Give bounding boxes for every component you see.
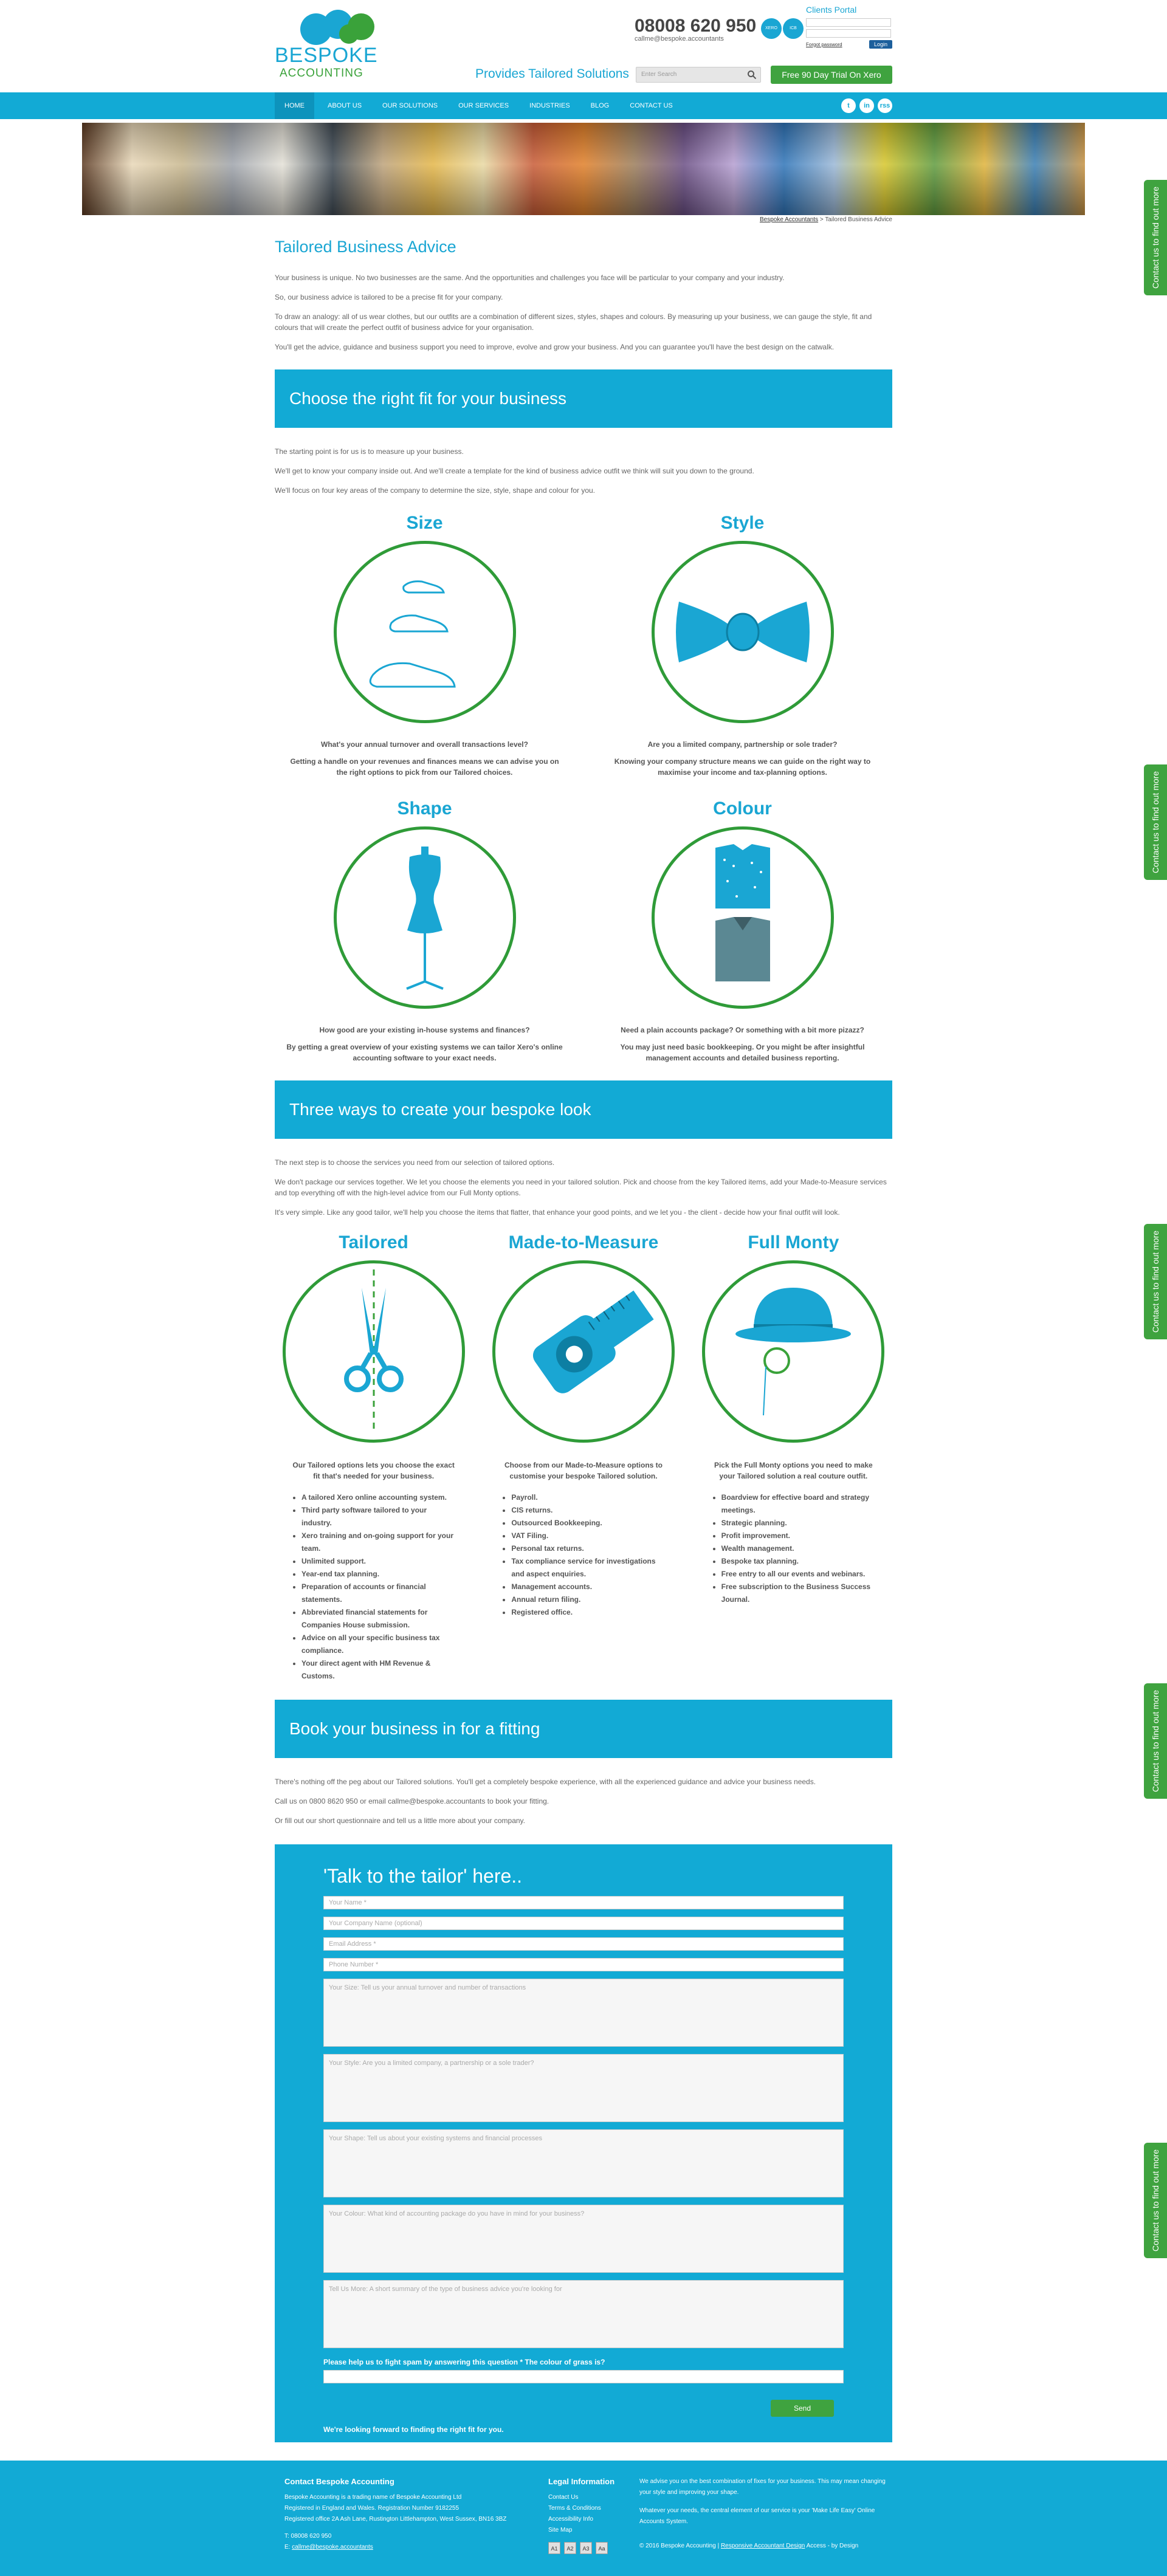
- way-intro: Choose from our Made-to-Measure options to customise your bespoke Tailored solution.: [504, 1461, 663, 1480]
- portal-title: Clients Portal: [806, 5, 857, 15]
- font-size-3-button[interactable]: A3: [580, 2542, 592, 2554]
- fit-question: Need a plain accounts package? Or something with a bit more pizazz?: [621, 1026, 864, 1034]
- bowler-hat-monocle-icon: [705, 1263, 881, 1440]
- fit-answer: Getting a handle on your revenues and finances means we can advise you on the right options to pick from our Tailored choices.: [290, 757, 559, 777]
- main-content: [275, 216, 892, 2442]
- clients-portal: [806, 5, 892, 49]
- colour-ring: [652, 826, 834, 1009]
- breadcrumb: Bespoke Accountants > Tailored Business Advice: [759, 216, 892, 223]
- footer-link-terms[interactable]: Terms & Conditions: [548, 2505, 601, 2512]
- fit-title: Size: [406, 513, 443, 533]
- measure-ring: [492, 1260, 675, 1443]
- fit-question: Are you a limited company, partnership or sole trader?: [647, 740, 838, 749]
- list-item: • CIS returns.: [511, 1504, 664, 1517]
- fit-size: [275, 513, 574, 778]
- forgot-password-link[interactable]: Forgot password: [806, 41, 842, 47]
- list-item: • Annual return filing.: [511, 1593, 664, 1606]
- way-intro: Our Tailored options lets you choose the exact fit that's needed for your business.: [292, 1461, 455, 1480]
- fit-style: [593, 513, 892, 778]
- fit-title: Colour: [713, 799, 772, 819]
- twitter-icon[interactable]: t: [841, 98, 856, 113]
- shirts-icon: [655, 829, 831, 1006]
- way-list: [721, 1491, 892, 1606]
- list-item: • Unlimited support.: [301, 1555, 454, 1568]
- list-item: • Tax compliance service for investigations and aspect enquiries.: [511, 1555, 664, 1581]
- fit-grid: [275, 513, 892, 1063]
- list-item: • Third party software tailored to your industry.: [301, 1504, 454, 1530]
- scissors-icon: [286, 1263, 462, 1440]
- contact-side-tab[interactable]: Contact us to find out more: [1144, 764, 1167, 880]
- list-item: • Preparation of accounts or financial statements.: [301, 1581, 454, 1606]
- form-title: 'Talk to the tailor' here..: [323, 1865, 523, 1887]
- footer-link-contact[interactable]: Contact Us: [548, 2494, 579, 2501]
- list-item: • Profit improvement.: [721, 1530, 874, 1542]
- fit-shape: [275, 799, 574, 1063]
- intro-paragraph: You'll get the advice, guidance and business support you need to improve, evolve and grow your business. And you can guarantee you'll have the best design on the catwalk.: [275, 343, 835, 351]
- social-links: [841, 98, 892, 113]
- logo[interactable]: [275, 9, 390, 79]
- size-textarea[interactable]: Your Size: Tell us your annual turnover and number of transactions: [323, 1979, 844, 2047]
- list-item: • Boardview for effective board and strategy meetings.: [721, 1491, 874, 1517]
- phone-number[interactable]: 08008 620 950: [635, 16, 757, 36]
- site-header: [275, 0, 892, 92]
- list-item: • Free subscription to the Business Success Journal.: [721, 1581, 874, 1606]
- fit-answer: By getting a great overview of your existing systems we can tailor Xero's online accounting software to your exact needs.: [286, 1043, 563, 1062]
- form-footnote: We're looking forward to finding the right fit for you.: [323, 2425, 504, 2434]
- fit-paragraph: The starting point is for us is to measure up your business.: [275, 447, 464, 456]
- way-tailored: [275, 1232, 472, 1683]
- copyright: © 2016 Bespoke Accounting | Responsive Accountant Design Access - by Design: [639, 2543, 859, 2549]
- search-icon[interactable]: [747, 70, 757, 80]
- email-field[interactable]: Email Address *: [323, 1937, 844, 1951]
- breadcrumb-home[interactable]: Bespoke Accountants: [759, 216, 819, 223]
- cloud-logo-icon: [293, 9, 384, 47]
- more-textarea[interactable]: Tell Us More: A short summary of the type of business advice you're looking for: [323, 2280, 844, 2348]
- spam-answer-field[interactable]: [323, 2370, 844, 2383]
- nav-industries[interactable]: INDUSTRIES: [529, 102, 570, 109]
- breadcrumb-current: Tailored Business Advice: [825, 216, 892, 223]
- font-size-1-button[interactable]: A1: [548, 2542, 560, 2554]
- section-heading-booking: Book your business in for a fitting: [275, 1700, 892, 1758]
- fit-colour: [593, 799, 892, 1063]
- style-ring: [652, 541, 834, 723]
- booking-paragraph: There's nothing off the peg about our Tailored solutions. You'll get a completely bespoke experience, with all the experienced guidance and advice your business needs.: [275, 1777, 816, 1786]
- design-credit-link[interactable]: Responsive Accountant Design: [720, 2543, 805, 2549]
- intro-paragraph: To draw an analogy: all of us wear clothes, but our outfits are a combination of different sizes, styles, shapes and colours. By measuring up your business, we can gauge the style, fit and colours that will create the perfect outfit of business advice for your organisation.: [275, 312, 872, 332]
- login-button[interactable]: Login: [869, 40, 892, 49]
- contact-side-tab[interactable]: Contact us to find out more: [1144, 2143, 1167, 2258]
- footer-contact: [284, 2476, 540, 2553]
- nav-our-solutions[interactable]: OUR SOLUTIONS: [382, 102, 438, 109]
- fit-answer: Knowing your company structure means we can guide on the right way to maximise your income and tax-planning options.: [614, 757, 871, 777]
- search-placeholder: Enter Search: [641, 71, 677, 78]
- ways-paragraph: It's very simple. Like any good tailor, we'll help you choose the items that flatter, that enhance your good points, and we let you - the client - decide how your final outfit will look.: [275, 1208, 840, 1217]
- tailored-ring: [283, 1260, 465, 1443]
- footer-blurb: We advise you on the best combination of fixes for your business. This may mean changing your style and improving your shape.: [639, 2478, 886, 2496]
- site-footer: [0, 2461, 1167, 2576]
- contact-side-tab[interactable]: Contact us to find out more: [1144, 1683, 1167, 1799]
- contact-form: [275, 1844, 892, 2442]
- main-nav: [0, 92, 1167, 119]
- footer-link-sitemap[interactable]: Site Map: [548, 2527, 573, 2533]
- footer-link-accessibility[interactable]: Accessibility Info: [548, 2516, 593, 2523]
- font-size-2-button[interactable]: A2: [564, 2542, 576, 2554]
- nav-blog[interactable]: BLOG: [590, 102, 610, 109]
- booking-paragraph: Call us on 0800 8620 950 or email callme@bespoke.accountants to book your fitting.: [275, 1797, 549, 1805]
- list-item: • Bespoke tax planning.: [721, 1555, 874, 1568]
- ways-grid: [275, 1232, 892, 1683]
- footer-blurb: Whatever your needs, the central element of our service is your 'Make Life Easy' Online Accounts System.: [639, 2507, 875, 2525]
- page-title: Tailored Business Advice: [275, 238, 456, 256]
- monty-ring: [702, 1260, 884, 1443]
- way-full-monty: [695, 1232, 892, 1683]
- list-item: • Your direct agent with HM Revenue & Customs.: [301, 1657, 454, 1683]
- footer-line: Registered in England and Wales. Registration Number 9182255: [284, 2505, 460, 2512]
- nav-home[interactable]: HOME: [275, 92, 314, 119]
- nav-about-us[interactable]: ABOUT US: [328, 102, 362, 109]
- footer-legal-heading: Legal Information: [548, 2477, 615, 2486]
- footer-about: [639, 2476, 889, 2552]
- fit-paragraph: We'll get to know your company inside out. And we'll create a template for the kind of business advice outfit we think will suit you down to the ground.: [275, 467, 754, 475]
- list-item: • A tailored Xero online accounting system.: [301, 1491, 454, 1504]
- section-heading-fit: Choose the right fit for your business: [275, 369, 892, 428]
- booking-paragraph: Or fill out our short questionnaire and tell us a little more about your company.: [275, 1816, 525, 1825]
- header-email[interactable]: callme@bespoke.accountants: [635, 35, 724, 43]
- send-button[interactable]: Send: [771, 2400, 834, 2417]
- contrast-button[interactable]: Aa: [596, 2542, 608, 2554]
- tape-measure-icon: [495, 1263, 672, 1440]
- way-title: Full Monty: [748, 1232, 839, 1252]
- intro-paragraph: So, our business advice is tailored to be a precise fit for your company.: [275, 293, 503, 301]
- list-item: • Registered office.: [511, 1606, 664, 1619]
- fit-paragraph: We'll focus on four key areas of the company to determine the size, style, shape and colour for you.: [275, 486, 596, 495]
- accessibility-controls: [548, 2542, 633, 2554]
- fit-question: What's your annual turnover and overall transactions level?: [321, 740, 528, 749]
- footer-contact-heading: Contact Bespoke Accounting: [284, 2477, 394, 2486]
- way-list: [301, 1491, 472, 1683]
- footer-line: Bespoke Accounting is a trading name of Bespoke Accounting Ltd: [284, 2494, 462, 2501]
- contact-side-tab[interactable]: Contact us to find out more: [1144, 180, 1167, 295]
- footer-legal: [548, 2476, 633, 2554]
- list-item: • Advice on all your specific business tax compliance.: [301, 1632, 454, 1657]
- way-made-to-measure: [484, 1232, 682, 1683]
- company-field[interactable]: Your Company Name (optional): [323, 1917, 844, 1930]
- portal-password-input[interactable]: [806, 29, 891, 38]
- way-title: Tailored: [339, 1232, 408, 1252]
- xero-badge: XERO: [761, 18, 782, 39]
- shoes-icon: [337, 544, 513, 720]
- tagline: Provides Tailored Solutions: [475, 67, 629, 81]
- fit-question: How good are your existing in-house systems and finances?: [319, 1026, 530, 1034]
- list-item: • Strategic planning.: [721, 1517, 874, 1530]
- ways-paragraph: We don't package our services together. We let you choose the elements you need in your tailored solution. Pick and choose from the key Tailored items, add your Made-to-Measure services and top everything off with the high-level advice from our Full Monty options.: [275, 1178, 887, 1197]
- nav-contact-us[interactable]: CONTACT US: [630, 102, 673, 109]
- list-item: • Personal tax returns.: [511, 1542, 664, 1555]
- bow-tie-icon: [655, 544, 831, 720]
- fit-title: Shape: [397, 799, 452, 819]
- footer-phone[interactable]: T: 08008 620 950: [284, 2533, 332, 2540]
- linkedin-icon[interactable]: in: [859, 98, 874, 113]
- fit-answer: You may just need basic bookkeeping. Or you might be after insightful management accounts and detailed business reporting.: [620, 1043, 865, 1062]
- name-field[interactable]: Your Name *: [323, 1896, 844, 1909]
- list-item: • Free entry to all our events and webinars.: [721, 1568, 874, 1581]
- section-heading-ways: Three ways to create your bespoke look: [275, 1080, 892, 1139]
- list-item: • Year-end tax planning.: [301, 1568, 454, 1581]
- mannequin-icon: [337, 829, 513, 1006]
- list-item: • Outsourced Bookkeeping.: [511, 1517, 664, 1530]
- footer-line: Registered office 2A Ash Lane, Rustington Littlehampton, West Sussex, BN16 3BZ: [284, 2516, 507, 2523]
- shape-textarea[interactable]: Your Shape: Tell us about your existing systems and financial processes: [323, 2129, 844, 2197]
- portal-username-input[interactable]: [806, 18, 891, 27]
- list-item: • VAT Filing.: [511, 1530, 664, 1542]
- nav-our-services[interactable]: OUR SERVICES: [458, 102, 509, 109]
- phone-field[interactable]: Phone Number *: [323, 1958, 844, 1971]
- size-ring: [334, 541, 516, 723]
- style-textarea[interactable]: Your Style: Are you a limited company, a partnership or a sole trader?: [323, 2054, 844, 2122]
- intro-paragraph: Your business is unique. No two businesses are the same. And the opportunities and challenges you face will be particular to your company and your industry.: [275, 273, 785, 282]
- colour-textarea[interactable]: Your Colour: What kind of accounting package do you have in mind for your business?: [323, 2205, 844, 2273]
- list-item: • Wealth management.: [721, 1542, 874, 1555]
- search-input[interactable]: [636, 67, 761, 83]
- way-list: [511, 1491, 682, 1619]
- contact-side-tab[interactable]: Contact us to find out more: [1144, 1224, 1167, 1339]
- footer-email: E: callme@bespoke.accountants: [284, 2544, 373, 2550]
- shape-ring: [334, 826, 516, 1009]
- fit-title: Style: [720, 513, 765, 533]
- logo-text-sub: ACCOUNTING: [280, 67, 363, 80]
- ways-paragraph: The next step is to choose the services you need from our selection of tailored options.: [275, 1158, 555, 1167]
- spam-question: Please help us to fight spam by answering this question * The colour of grass is?: [323, 2358, 605, 2366]
- icb-badge: ICB: [783, 18, 804, 39]
- logo-text-main: BESPOKE: [275, 44, 378, 67]
- way-title: Made-to-Measure: [508, 1232, 659, 1252]
- list-item: • Payroll.: [511, 1491, 664, 1504]
- rss-icon[interactable]: rss: [878, 98, 892, 113]
- list-item: • Management accounts.: [511, 1581, 664, 1593]
- hero-banner-image: [82, 123, 1085, 215]
- list-item: • Xero training and on-going support for your team.: [301, 1530, 454, 1555]
- free-trial-button[interactable]: Free 90 Day Trial On Xero: [771, 66, 892, 84]
- list-item: • Abbreviated financial statements for Companies House submission.: [301, 1606, 454, 1632]
- footer-email-link[interactable]: callme@bespoke.accountants: [292, 2544, 373, 2550]
- way-intro: Pick the Full Monty options you need to make your Tailored solution a real couture outfit.: [714, 1461, 873, 1480]
